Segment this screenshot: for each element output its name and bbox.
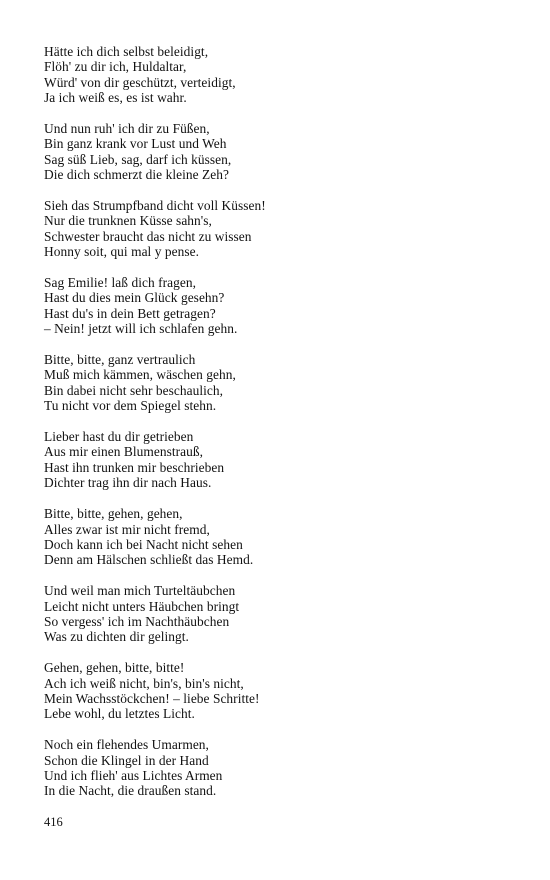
poem-line: Die dich schmerzt die kleine Zeh?	[44, 167, 229, 183]
poem-line: Mein Wachsstöckchen! – liebe Schritte!	[44, 690, 260, 706]
stanza-4	[44, 275, 514, 337]
poem-line: Würd' von dir geschützt, verteidigt,	[44, 74, 236, 90]
poem-line: Hast ihn trunken mir beschrieben	[44, 459, 225, 475]
poem-line: Honny soit, qui mal y pense.	[44, 244, 200, 260]
poem-line: Flöh' zu dir ich, Huldaltar,	[44, 59, 187, 75]
poem-line: Doch kann ich bei Nacht nicht sehen	[44, 536, 243, 552]
poem-line: Dichter trag ihn dir nach Haus.	[44, 475, 212, 491]
stanza-8	[44, 583, 514, 645]
stanza-6	[44, 429, 514, 491]
poem-line: Alles zwar ist mir nicht fremd,	[44, 521, 210, 537]
poem-body	[44, 44, 514, 814]
poem-line: Was zu dichten dir gelingt.	[44, 629, 189, 645]
poem-line: Sieh das Strumpfband dicht voll Küssen!	[44, 198, 266, 214]
poem-line: Bin dabei nicht sehr beschaulich,	[44, 382, 224, 398]
poem-line: – Nein! jetzt will ich schlafen gehn.	[44, 321, 238, 337]
poem-line: Denn am Hälschen schließt das Hemd.	[44, 552, 254, 568]
poem-line: Ja ich weiß es, es ist wahr.	[44, 90, 187, 106]
poem-line: Ach ich weiß nicht, bin's, bin's nicht,	[44, 675, 244, 691]
poem-line: Bitte, bitte, ganz vertraulich	[44, 352, 196, 368]
poem-line: Und nun ruh' ich dir zu Füßen,	[44, 121, 210, 137]
poem-line: Hätte ich dich selbst beleidigt,	[44, 44, 209, 59]
poem-line: Gehen, gehen, bitte, bitte!	[44, 660, 185, 676]
poem-line: In die Nacht, die draußen stand.	[44, 783, 217, 799]
poem-line: Hast du dies mein Glück gesehn?	[44, 290, 225, 306]
stanza-3	[44, 198, 514, 260]
poem-line: Leicht nicht unters Häubchen bringt	[44, 598, 240, 614]
stanza-2	[44, 121, 514, 183]
stanza-10	[44, 737, 514, 799]
poem-line: Bitte, bitte, gehen, gehen,	[44, 506, 183, 522]
stanza-9	[44, 660, 514, 722]
poem-line: So vergess' ich im Nachthäubchen	[44, 613, 230, 629]
page-number: 416	[44, 815, 63, 829]
stanza-7	[44, 506, 514, 568]
stanza-5	[44, 352, 514, 414]
poem-line: Nur die trunknen Küsse sahn's,	[44, 213, 212, 229]
poem-line: Lebe wohl, du letztes Licht.	[44, 706, 195, 722]
poem-line: Hast du's in dein Bett getragen?	[44, 305, 216, 321]
poem-line: Schwester braucht das nicht zu wissen	[44, 228, 252, 244]
poem-line: Bin ganz krank vor Lust und Weh	[44, 136, 227, 152]
poem-line: Sag süß Lieb, sag, darf ich küssen,	[44, 151, 232, 167]
poem-line: Tu nicht vor dem Spiegel stehn.	[44, 398, 217, 414]
poem-line: Lieber hast du dir getrieben	[44, 429, 194, 445]
poem-line: Noch ein flehendes Umarmen,	[44, 737, 209, 753]
poem-line: Und weil man mich Turteltäubchen	[44, 583, 236, 599]
poem-line: Schon die Klingel in der Hand	[44, 752, 209, 768]
poem-line: Aus mir einen Blumenstrauß,	[44, 444, 204, 460]
poem-line: Muß mich kämmen, wäschen gehn,	[44, 367, 236, 383]
stanza-1	[44, 44, 514, 106]
poem-line: Und ich flieh' aus Lichtes Armen	[44, 767, 223, 783]
poem-line: Sag Emilie! laß dich fragen,	[44, 275, 196, 291]
